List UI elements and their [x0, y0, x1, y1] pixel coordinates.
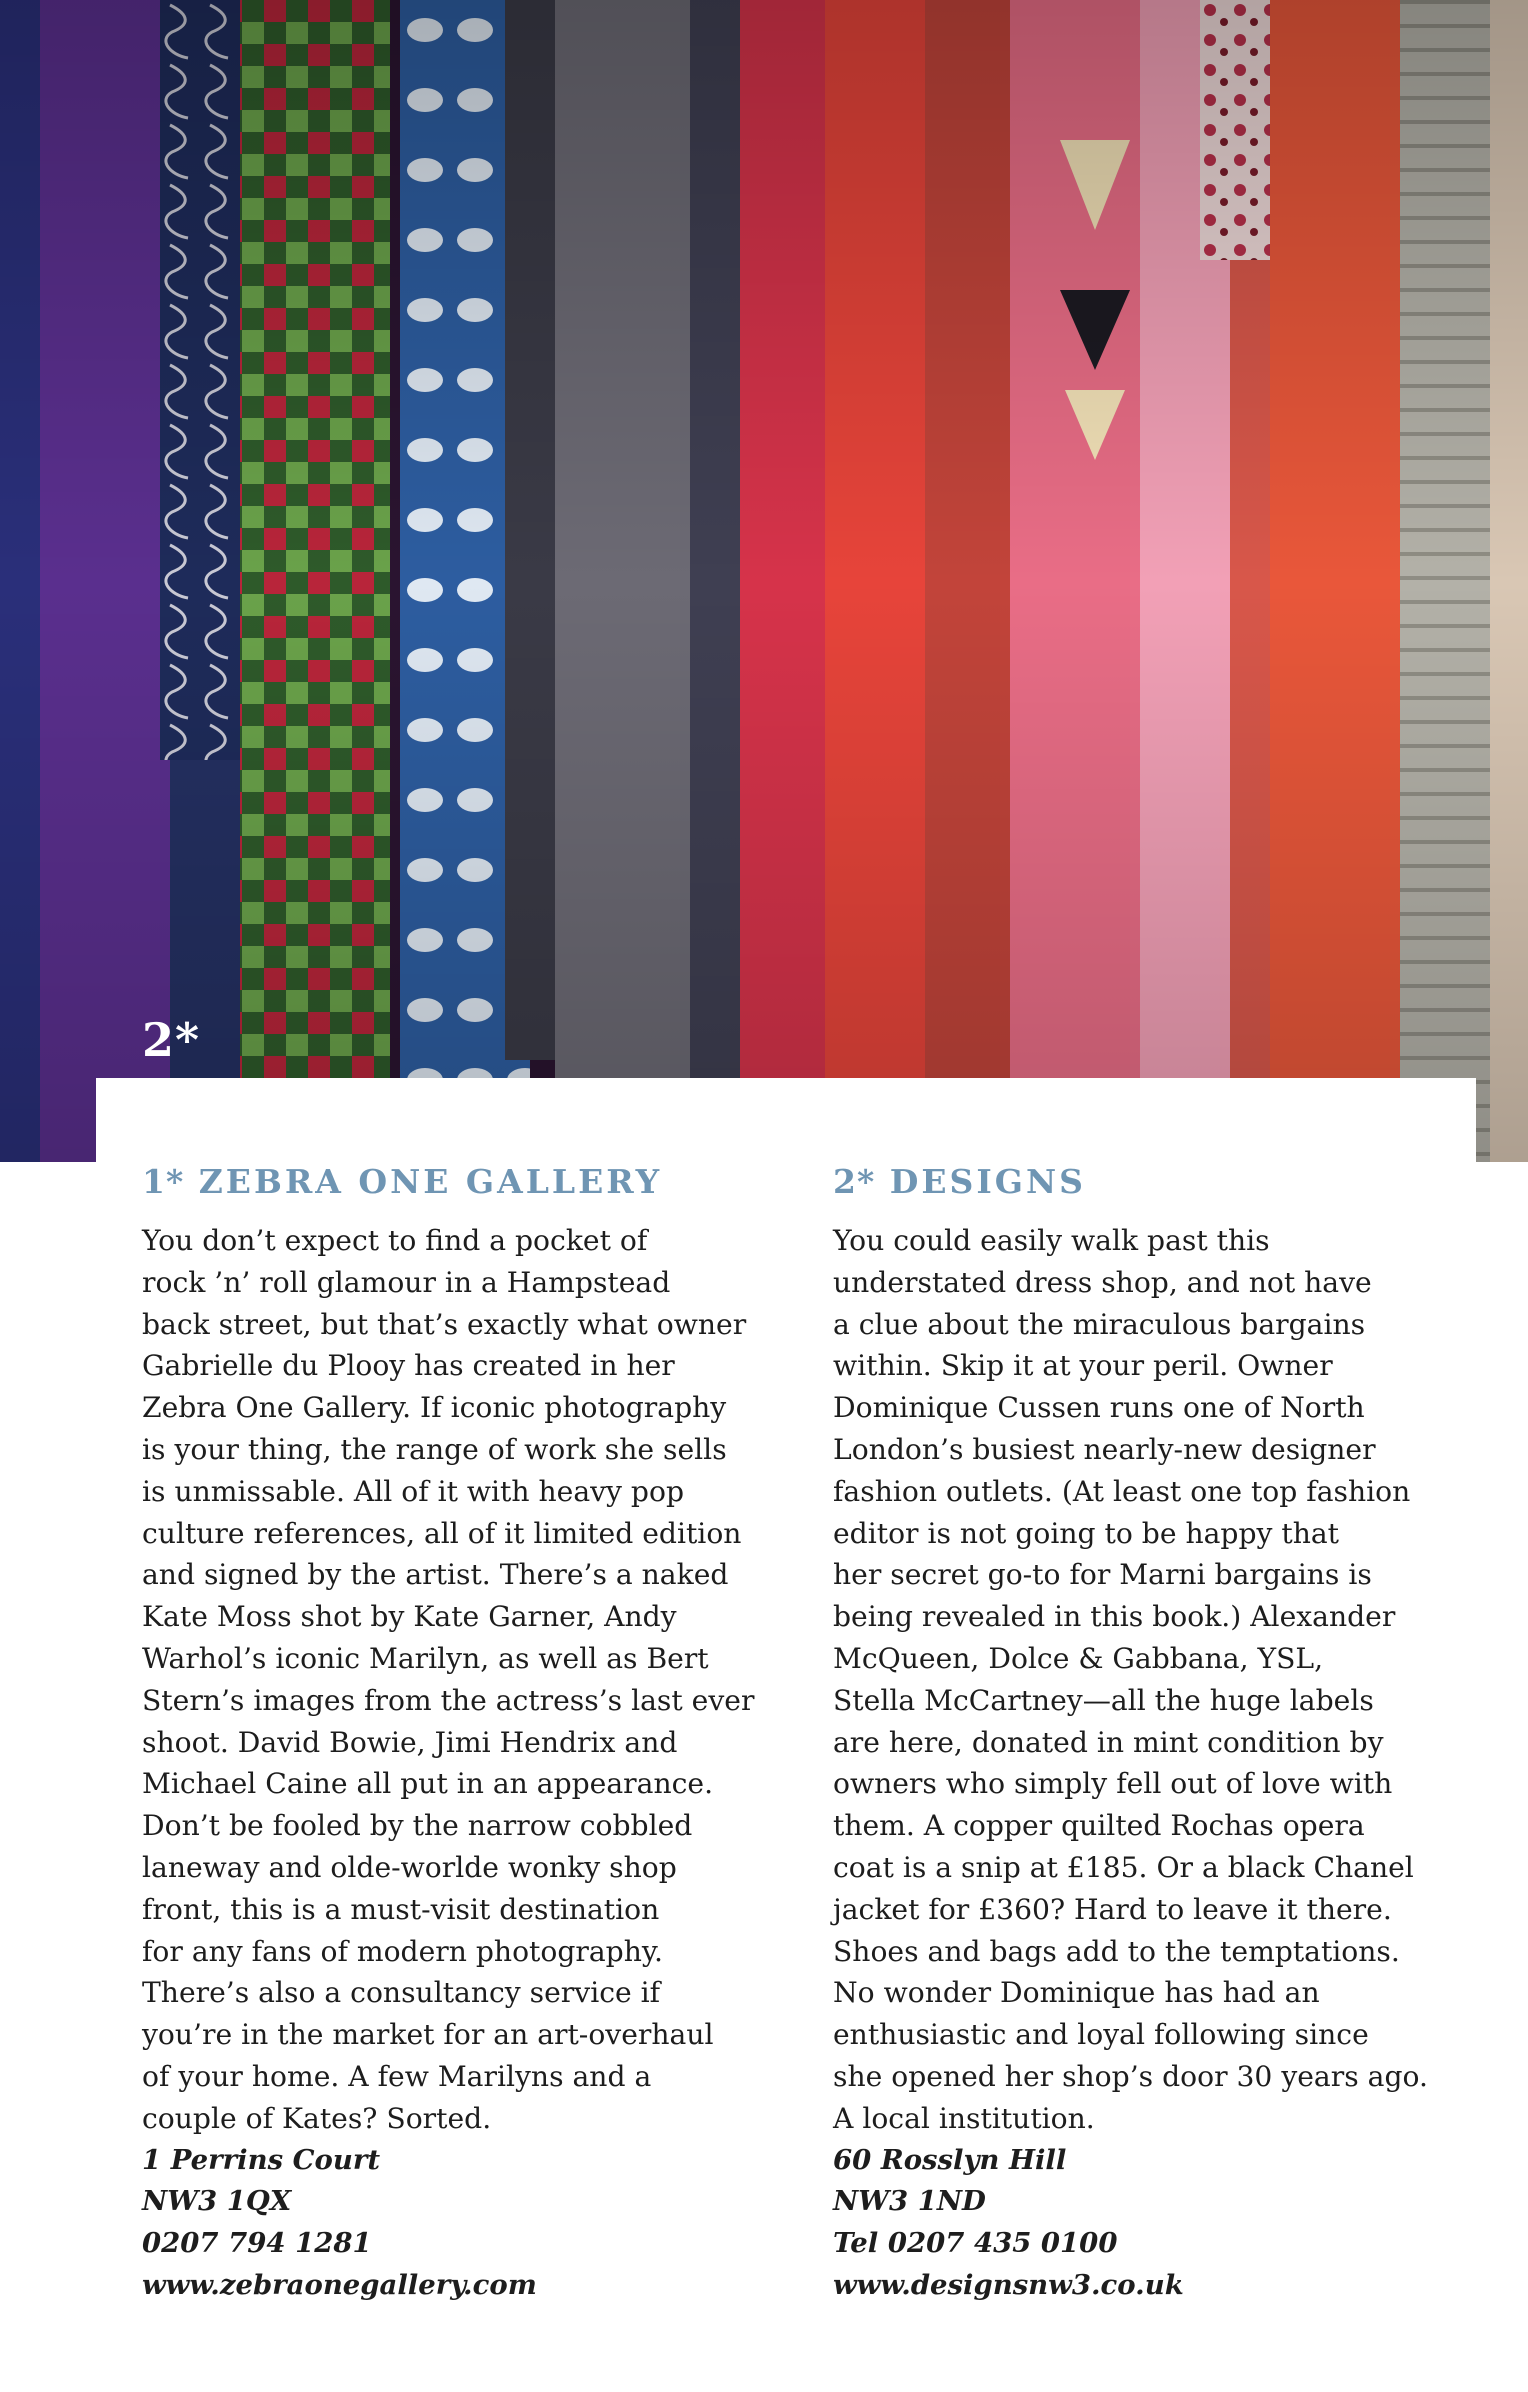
body-line: back street, but that’s exactly what owner — [142, 1307, 747, 1341]
body-line: Shoes and bags add to the temptations. — [833, 1934, 1400, 1968]
section-heading — [833, 1158, 1433, 1206]
section-body — [833, 1220, 1433, 2140]
address-street: 1 Perrins Court — [142, 2143, 381, 2176]
body-line: A local institution. — [833, 2101, 1095, 2135]
body-line: you’re in the market for an art-overhaul — [142, 2018, 714, 2052]
body-line: There’s also a consultancy service if — [142, 1976, 661, 2010]
body-line: London’s busiest nearly-new designer — [833, 1432, 1376, 1466]
body-line: fashion outlets. (At least one top fashion — [833, 1474, 1411, 1508]
section-number: 1* — [142, 1162, 185, 1201]
body-line: are here, donated in mint condition by — [833, 1725, 1384, 1759]
body-line: Dominique Cussen runs one of North — [833, 1391, 1365, 1425]
body-line: owners who simply fell out of love with — [833, 1767, 1393, 1801]
contact-details — [142, 2140, 742, 2307]
photo-number-label: 2* — [142, 1013, 201, 1067]
body-line: Stella McCartney—all the huge labels — [833, 1683, 1374, 1717]
body-line: is your thing, the range of work she sells — [142, 1432, 727, 1466]
section-title: DESIGNS — [889, 1162, 1086, 1201]
phone-number: 0207 794 1281 — [142, 2227, 372, 2260]
address-postcode: NW3 1QX — [142, 2185, 292, 2218]
body-line: editor is not going to be happy that — [833, 1516, 1339, 1550]
section-designs — [833, 1158, 1433, 2307]
body-line: Stern’s images from the actress’s last ever — [142, 1683, 755, 1717]
section-zebra-one-gallery — [142, 1158, 755, 2307]
website-link[interactable]: www.zebraonegallery.com — [142, 2268, 537, 2301]
body-line: Warhol’s iconic Marilyn, as well as Bert — [142, 1641, 709, 1675]
website-link[interactable]: www.designsnw3.co.uk — [833, 2268, 1184, 2301]
body-line: and signed by the artist. There’s a naked — [142, 1558, 729, 1592]
body-line: No wonder Dominique has had an — [833, 1976, 1320, 2010]
body-line: within. Skip it at your peril. Owner — [833, 1349, 1333, 1383]
body-line: jacket for £360? Hard to leave it there. — [833, 1892, 1392, 1926]
body-line: Don’t be fooled by the narrow cobbled — [142, 1809, 693, 1843]
body-line: coat is a snip at £185. Or a black Chanel — [833, 1850, 1414, 1884]
address-postcode: NW3 1ND — [833, 2185, 986, 2218]
body-line: front, this is a must-visit destination — [142, 1892, 660, 1926]
body-line: culture references, all of it limited edition — [142, 1516, 742, 1550]
body-line: Gabrielle du Plooy has created in her — [142, 1349, 675, 1383]
body-line: couple of Kates? Sorted. — [142, 2101, 492, 2135]
body-line: laneway and olde-worlde wonky shop — [142, 1850, 677, 1884]
body-line: of your home. A few Marilyns and a — [142, 2059, 652, 2093]
body-line: them. A copper quilted Rochas opera — [833, 1809, 1365, 1843]
body-line: shoot. David Bowie, Jimi Hendrix and — [142, 1725, 678, 1759]
clothing-rail-illustration — [0, 0, 1528, 1165]
body-line: she opened her shop’s door 30 years ago. — [833, 2059, 1428, 2093]
address-street: 60 Rosslyn Hill — [833, 2143, 1067, 2176]
section-body — [142, 1220, 755, 2140]
clothing-rail-photo — [0, 0, 1528, 1165]
body-line: You could easily walk past this — [833, 1224, 1270, 1257]
body-line: You don’t expect to find a pocket of — [142, 1224, 648, 1257]
body-line: Kate Moss shot by Kate Garner, Andy — [142, 1600, 677, 1634]
body-line: understated dress shop, and not have — [833, 1265, 1372, 1299]
body-line: Michael Caine all put in an appearance. — [142, 1767, 714, 1801]
section-heading — [142, 1158, 742, 1206]
section-number: 2* — [833, 1162, 876, 1201]
body-line: being revealed in this book.) Alexander — [833, 1600, 1396, 1634]
body-line: is unmissable. All of it with heavy pop — [142, 1474, 684, 1508]
body-line: McQueen, Dolce & Gabbana, YSL, — [833, 1641, 1324, 1675]
body-line: her secret go-to for Marni bargains is — [833, 1558, 1372, 1592]
body-line: rock ’n’ roll glamour in a Hampstead — [142, 1265, 671, 1299]
contact-details — [833, 2140, 1433, 2307]
body-line: a clue about the miraculous bargains — [833, 1307, 1366, 1341]
body-line: enthusiastic and loyal following since — [833, 2018, 1369, 2052]
section-title: ZEBRA ONE GALLERY — [198, 1162, 663, 1201]
body-line: Zebra One Gallery. If iconic photography — [142, 1391, 727, 1425]
phone-number: Tel 0207 435 0100 — [833, 2227, 1118, 2260]
body-line: for any fans of modern photography. — [142, 1934, 663, 1968]
